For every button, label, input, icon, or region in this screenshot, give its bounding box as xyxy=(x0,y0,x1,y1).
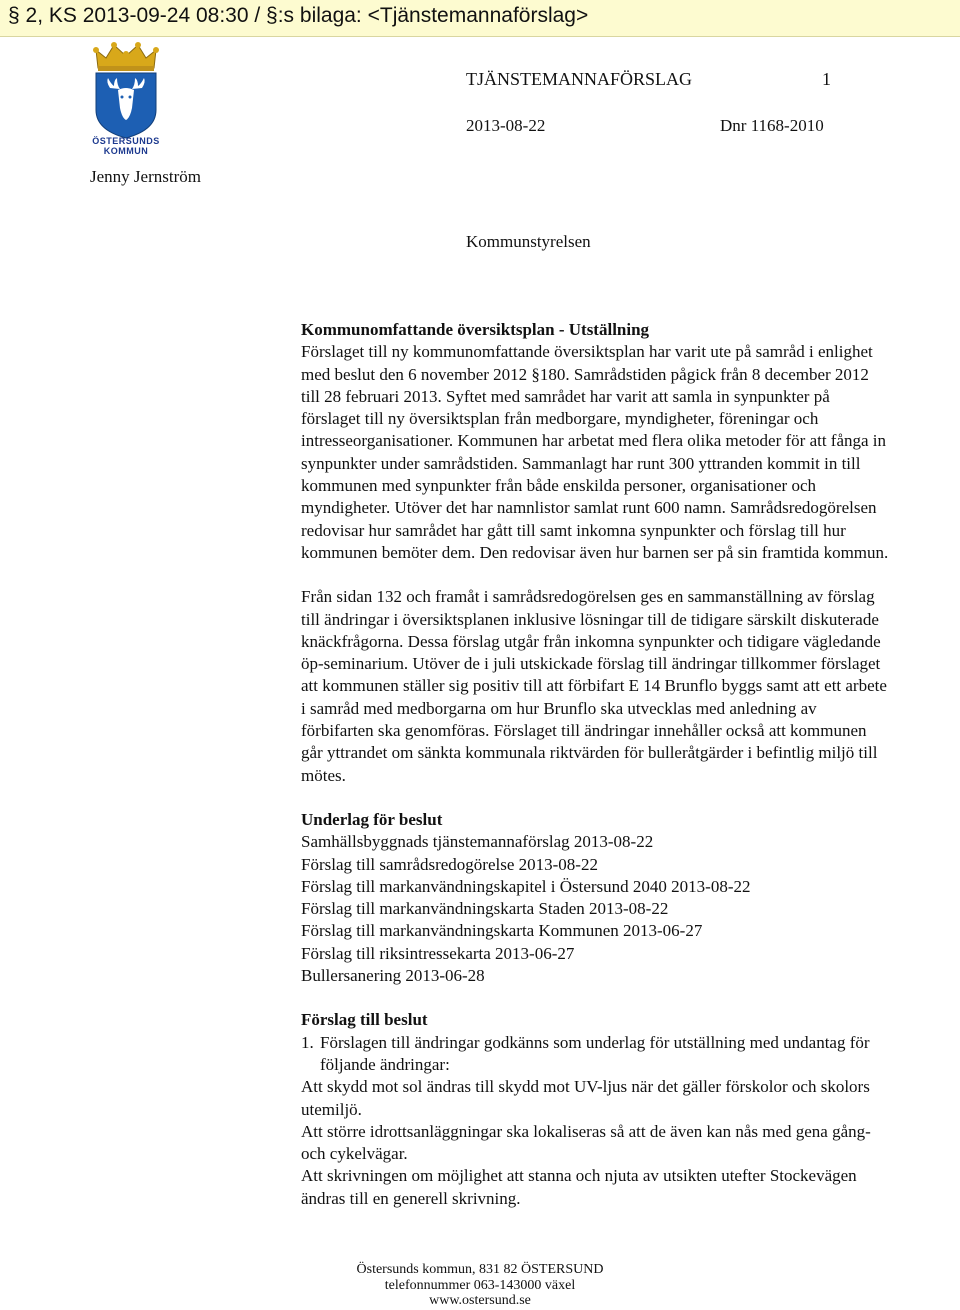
list-item: Att större idrottsanläggningar ska lokaliseras så att de även kan nås med gena gång- och cykelvägar. xyxy=(301,1121,871,1164)
footer-phone: telefonnummer 063-143000 växel xyxy=(384,1277,576,1293)
list-item: Förslag till markanvändningskarta Staden 2013-08-22 xyxy=(301,899,669,919)
logo-caption-line1: ÖSTERSUNDS xyxy=(92,136,160,146)
body-paragraph-2: Från sidan 132 och framåt i samrådsredogörelsen ges en sammanställning av förslag till ändringar i översiktsplanen inklusive lösningar till de tidigare särskilt diskuterade knäckfrågorna. Dessa förslag utgår från inkomna synpunkter och tidigare vägledande öp-seminarium. Utöver de i juli utskickade förslag till ändringar tillkommer förslaget att kommunen ställer sig positiv till att förbifart E 14 Brunflo byggs samt att ett arbete i samråd med medborgarna om hur Brunflo ska utvecklas med anledning av förbifarten ska genomföras. Förslaget till ändringar innehåller också att kommunen går yttrandet om sänkta kommunala riktvärden för bulleråtgärder i befintlig miljö till mötes. xyxy=(301,587,887,785)
list-item: Förslag till markanvändningskarta Kommunen 2013-06-27 xyxy=(301,921,703,941)
underlag-list xyxy=(301,831,889,987)
document-type: TJÄNSTEMANNAFÖRSLAG xyxy=(466,69,693,89)
page-footer xyxy=(0,1262,960,1309)
document-date: 2013-08-22 xyxy=(466,116,546,135)
underlag-heading: Underlag för beslut xyxy=(301,809,443,829)
subject-heading: Kommunomfattande översiktsplan - Utställning xyxy=(301,320,650,339)
decision-item xyxy=(301,1032,889,1077)
page-number: 1 xyxy=(822,69,831,89)
list-item: Att skydd mot sol ändras till skydd mot UV-ljus när det gäller förskolor och skolors utemiljö. xyxy=(301,1077,870,1119)
list-item: Förslag till markanvändningskapitel i Östersund 2040 2013-08-22 xyxy=(301,876,751,896)
diary-number: Dnr 1168-2010 xyxy=(720,116,824,135)
attachment-header-bar xyxy=(0,0,960,37)
footer-address: Östersunds kommun, 831 82 ÖSTERSUND xyxy=(356,1262,604,1277)
recipient: Kommunstyrelsen xyxy=(466,232,591,251)
list-item: Samhällsbyggnads tjänstemannaförslag 2013-08-22 xyxy=(301,832,654,852)
author-name: Jenny Jernström xyxy=(90,167,201,186)
forslag-heading: Förslag till beslut xyxy=(301,1010,428,1030)
document-body xyxy=(301,319,889,1210)
list-item: Förslag till samrådsredogörelse 2013-08-22 xyxy=(301,854,598,874)
list-item: Att skrivningen om möjlighet att stanna och njuta av utsikten utefter Stockevägen ändras till en generell skrivning. xyxy=(301,1166,857,1208)
body-paragraph-1: Förslaget till ny kommunomfattande översiktsplan har varit ute på samråd i enlighet med beslut den 6 november 2012 §180. Samrådstiden pågick från 8 december 2012 till 28 februari 2013. Syftet med samrådet har varit att samla in synpunkter på förslaget till ny översiktsplan från medborgare, myndigheter, föreningar och intresseorganisationer. Kommunen har arbetat med flera olika metoder för att fånga in synpunkter under samrådstiden. Sammanlagt har runt 300 yttranden kommit in till kommunen med synpunkter från både enskilda personer, organisationer och myndigheter. Utöver det har namnlistor samlat runt 600 namn. Samrådsredogörelsen redovisar hur samrådet har gått till samt inkomna synpunkter och förslag till hur kommunen bemöter dem. Den redovisar även hur barnen ser på sin framtida kommun. xyxy=(301,342,889,562)
logo-caption-line2: KOMMUN xyxy=(103,146,149,156)
decision-item-number: 1. xyxy=(301,1032,314,1052)
footer-website: www.ostersund.se xyxy=(429,1293,531,1308)
attachment-title: 2, KS 2013-09-24 08:30 / §:s bilaga: <Tjänstemannaförslag> xyxy=(25,4,589,27)
attachment-header-text xyxy=(8,4,588,28)
paragraph-symbol: § xyxy=(8,4,20,27)
list-item: Förslag till riksintressekarta 2013-06-27 xyxy=(301,943,575,963)
decision-item-text: Förslagen till ändringar godkänns som underlag för utställning med undantag för följande ändringar: xyxy=(320,1032,870,1074)
logo-caption xyxy=(88,136,164,156)
list-item: Bullersanering 2013-06-28 xyxy=(301,966,485,986)
